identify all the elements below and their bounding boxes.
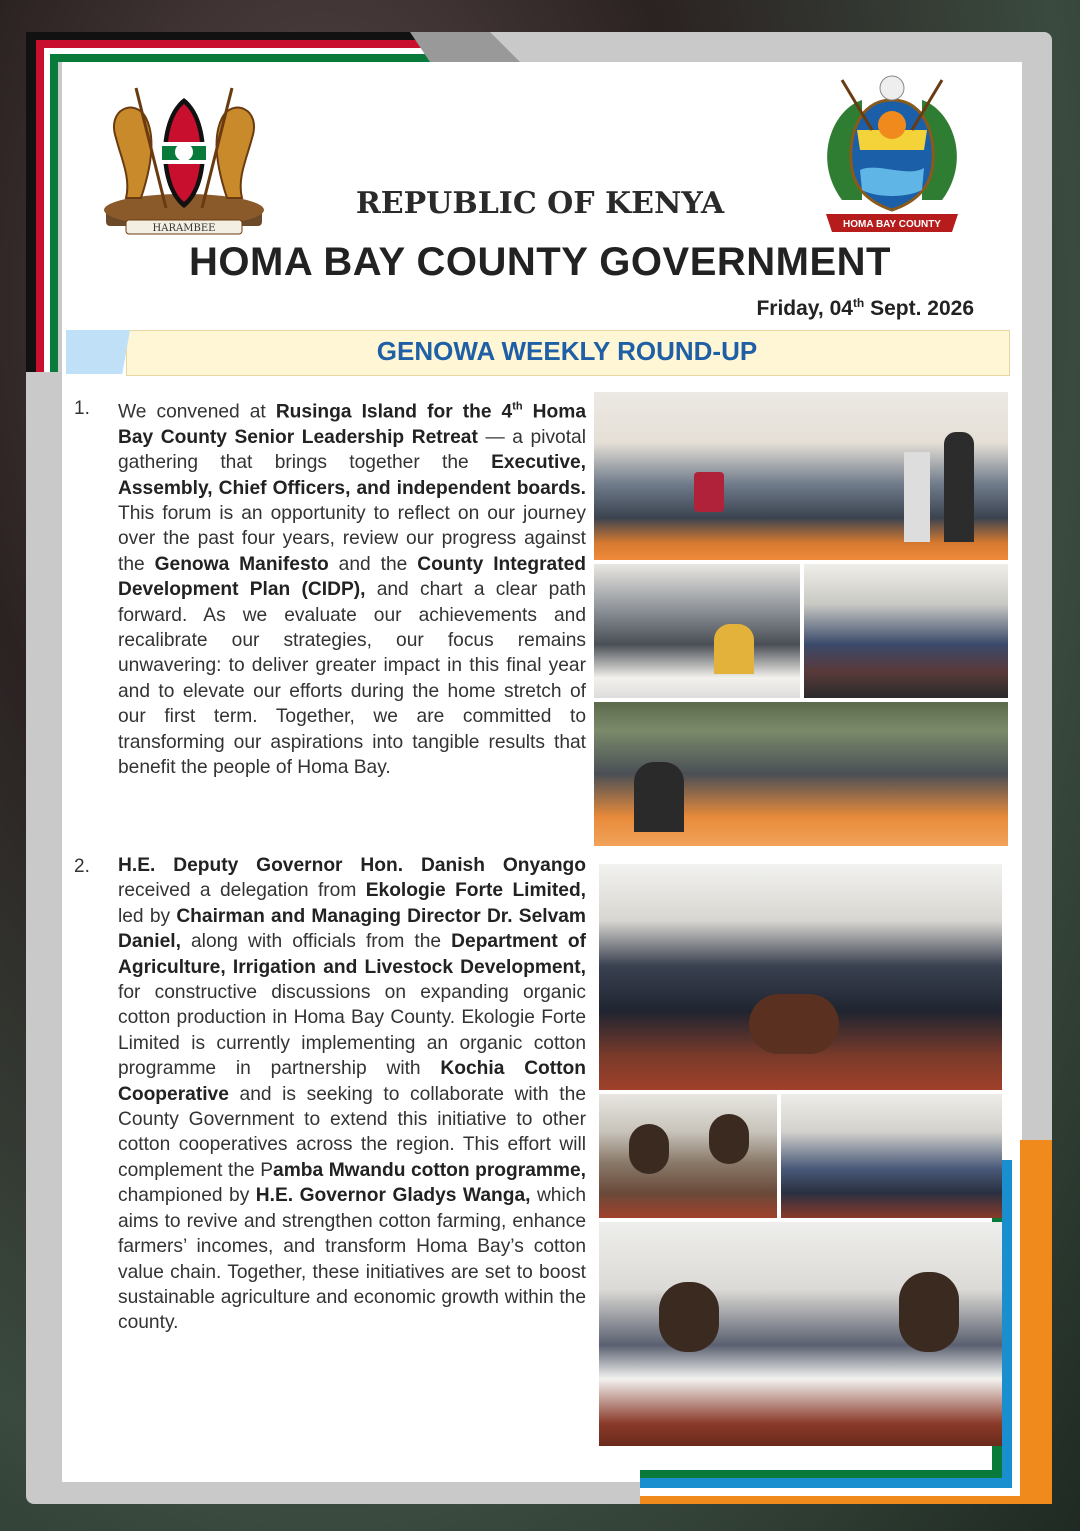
text-segment: amba Mwandu cotton programme, xyxy=(273,1159,586,1181)
text-segment: which aims to revive and strengthen cotton farming, enhance farmers’ incomes, and transform Homa Bay’s cotton value chain. Together, these initiatives are set to boost sustainable agriculture and economic growth within the county. xyxy=(118,1185,586,1334)
republic-heading: REPUBLIC OF KENYA xyxy=(355,186,725,221)
item-text xyxy=(118,853,586,1336)
text-segment: H.E. Governor Gladys Wanga, xyxy=(255,1185,531,1207)
meeting-photo-left xyxy=(599,1094,777,1218)
item-text xyxy=(118,395,586,780)
svg-text:HOMA BAY COUNTY: HOMA BAY COUNTY xyxy=(843,219,941,230)
corner-accent-top xyxy=(410,32,1050,62)
text-segment: Rusinga Island for the 4 xyxy=(275,401,513,423)
meeting-photo-bottom xyxy=(599,1222,1002,1446)
retreat-photo-right xyxy=(804,564,1008,698)
text-segment: We convened at xyxy=(118,401,276,423)
text-segment: th xyxy=(512,401,523,413)
text-segment: County Integrated Development Plan (CIDP), xyxy=(118,553,586,601)
text-segment: Department of Agriculture, Irrigation and Livestock Development, xyxy=(118,931,586,978)
svg-text:HARAMBEE: HARAMBEE xyxy=(152,223,216,234)
text-segment: Ekologie Forte Limited, xyxy=(365,880,586,902)
text-segment: for constructive discussions on expanding organic cotton production in Homa Bay County. Ekologie Forte Limited is currently implementing an organic cotton programme in partnership with xyxy=(118,982,586,1080)
county-government-heading: HOMA BAY COUNTY GOVERNMENT xyxy=(189,240,891,284)
text-segment: and the xyxy=(328,553,418,575)
text-segment: H.E. Deputy Governor Hon. Danish Onyango xyxy=(118,855,586,876)
retreat-photo-left xyxy=(594,564,800,698)
text-segment: Homa Bay County Senior Leadership Retreat xyxy=(118,401,586,448)
text-segment: This forum is an opportunity to reflect on our journey over the past four years, review our progress against the xyxy=(118,503,586,575)
text-segment: Genowa Manifesto xyxy=(154,553,329,575)
text-segment: Executive, Assembly, Chief Officers, and independent boards. xyxy=(118,452,586,499)
publication-date: Friday, 04th Sept. 2026 xyxy=(756,296,974,320)
text-segment: along with officials from the xyxy=(180,931,452,953)
meeting-photo-main xyxy=(599,864,1002,1090)
retreat-photo-bottom xyxy=(594,702,1008,846)
text-segment: — a pivotal gathering that brings together the xyxy=(118,426,586,474)
retreat-photo-main xyxy=(594,392,1008,560)
text-segment: championed by xyxy=(118,1185,256,1207)
text-segment: led by xyxy=(118,905,177,927)
banner-accent-tab xyxy=(66,330,130,374)
text-segment: Chairman and Managing Director Dr. Selvam Daniel, xyxy=(118,905,586,953)
section-banner-title: GENOWA WEEKLY ROUND-UP xyxy=(376,336,758,366)
meeting-photo-right xyxy=(781,1094,1002,1218)
item-number: 1. xyxy=(74,398,90,419)
text-segment: and is seeking to collaborate with the County Government to extend this initiative to other cotton cooperatives across the region. This effort will complement the P xyxy=(118,1083,586,1181)
text-segment: received a delegation from xyxy=(118,880,366,902)
item-number: 2. xyxy=(74,856,90,877)
text-segment: Kochia Cotton Cooperative xyxy=(118,1058,586,1105)
text-segment: and chart a clear path forward. As we evaluate our achievements and recalibrate our strategies, our focus remains unwavering: to deliver greater impact in this final year and to elevate our efforts during the home stretch of our first term. Together, we are committed to transforming our aspirations into tangible results that benefit the people of Homa Bay. xyxy=(118,579,586,779)
